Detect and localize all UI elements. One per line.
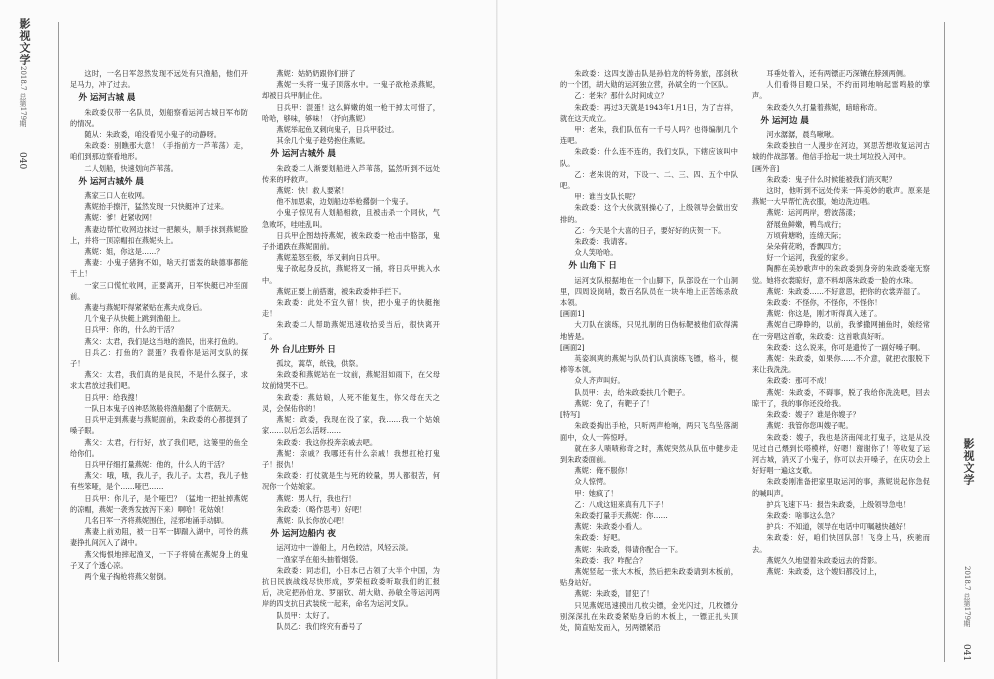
script-paragraph: 乙：老朱说的对，下设一、二、三、四、五个中队吧。 (560, 169, 738, 191)
text-column-1 (70, 68, 248, 668)
scene-heading: 外 运河古城外 晨 (270, 149, 336, 160)
left-margin-rule (58, 22, 59, 662)
page-number-right: 041 (961, 644, 971, 662)
script-paragraph: 乙：老朱？那什么时间成立？ (574, 91, 668, 101)
script-paragraph: 只见燕妮迅速摸出几枚尖镖，金光闪过，几枚镖分别深深扎在朱政委紧贴身后的木板上，一镖正扎头顶处，简直贴发而入，另两镖紧沿 (560, 600, 738, 632)
script-paragraph: 鬼子欲起身反抗，燕妮将叉一捅，将日兵甲挑入水中。 (262, 264, 440, 285)
script-paragraph: 燕妻边帮忙收网边抹过一把额头，顺手抹到燕妮脸上，并将一顶凉帽扣在燕妮头上。 (70, 224, 248, 245)
page-gutter (496, 0, 498, 679)
script-paragraph: 燕妮：你这是，刚才听得真入迷了。 (766, 309, 882, 319)
issue-label: 2018.7 总第179期 (19, 66, 27, 128)
script-paragraph: [画外音] (752, 163, 780, 173)
script-paragraph: 燕妮正要上前搭谢，被朱政委伸手拦下。 (276, 286, 406, 296)
script-paragraph: 乙：八成这妞来真有几下子！ (574, 499, 668, 509)
left-margin-header (12, 18, 38, 658)
script-paragraph: 万顷荷塘哟，连绵天际； (766, 230, 846, 240)
script-paragraph: 朱政委：那可不成！ (766, 376, 832, 386)
script-paragraph: 燕妮：姑奶奶跟你们拼了 (276, 69, 356, 78)
script-paragraph: 小鬼子惊见有人划船相救，且被击杀一个同伙，气急败坏，哇哇乱叫。 (262, 208, 440, 229)
script-paragraph: [特写] (560, 410, 580, 420)
script-paragraph: 燕妮：朱政委，得请你配合一下。 (574, 544, 683, 554)
script-paragraph: 朱政委：这个大伙就别操心了，上级领导会做出安排的。 (560, 203, 738, 224)
script-paragraph: 朱政委久久打量着燕妮，暗暗称奇。 (766, 102, 882, 112)
script-paragraph: 朱政委：这四支游击队是孙伯龙的特务旅，邵剑秋的一个团，胡大勋的运河独立营，孙斌全的一个区队。 (560, 69, 738, 90)
script-paragraph: 耳垂处着入，还有两镖正巧深镶在脖颈两侧。 (766, 69, 911, 78)
script-paragraph: 燕妮：朱政委，冒犯了！ (574, 589, 654, 599)
script-paragraph: 燕妮：队长你放心吧！ (276, 515, 349, 525)
script-paragraph: 朵朵荷花哟，香飘四方； (766, 242, 846, 252)
script-paragraph: 燕妮：朱政委，不碍事，脱了我给你洗洗吧，回去晾干了，我的事你还没给我。 (752, 387, 930, 408)
script-paragraph: 朱政委：我请客。 (574, 237, 632, 247)
script-paragraph: 人们看得目瞪口呆，不约而同地响起雷鸣般的掌声。 (752, 80, 930, 101)
script-paragraph: 日兵甲：混蛋！这么鲜嫩的姐一枪干掉太可惜了，哈哈，够味，够味！（抒向燕妮） (262, 102, 440, 123)
script-paragraph: 朱政委打量手天燕妮：你…… (574, 510, 668, 520)
script-paragraph: 众人惊愕。 (574, 477, 611, 487)
text-column-3 (560, 68, 738, 668)
page-number-left: 040 (17, 152, 27, 170)
script-paragraph: 日兵甲：给我搜！ (84, 392, 142, 402)
script-paragraph: 朱政委：此处不宜久留！快，把小鬼子的快艇拖走！ (262, 298, 440, 319)
script-paragraph: 陶醉在美妙歌声中的朱政委到身旁的朱政委毫无察觉。她将衣裳晾好，意不料却落朱政委一脸的水珠。 (752, 264, 930, 285)
script-paragraph: 朱政委：啥事这么急？ (766, 510, 839, 520)
right-margin-header (956, 18, 982, 662)
script-paragraph: 朱政委：（略作思考）好吧！ (276, 504, 367, 514)
scene-heading: 外 运河边船内 夜 (270, 529, 336, 540)
script-paragraph: 燕妮：快！救人要紧！ (276, 186, 349, 196)
script-paragraph: 燕妮：爹！赶紧收网！ (84, 213, 157, 223)
script-paragraph: 朱政委：我？咋配合？ (574, 555, 647, 565)
script-paragraph: 燕妮自己睁睁的，以前，我爹撒网捕鱼时，娘经常在一旁唱这首歌，朱政委：这首歌真好听。 (752, 320, 930, 341)
script-paragraph: 两个鬼子掏枪将燕父射倒。 (84, 571, 171, 581)
script-paragraph: 好一个运河，我爱的家乡。 (766, 253, 853, 263)
script-paragraph: 燕妮：朱政委，这个嫂妇都没讨上， (766, 566, 882, 576)
right-margin-rule (944, 22, 945, 662)
scene-heading: 外 运河古城外 晨 (78, 176, 144, 187)
script-paragraph: 朱政委：什么连不连的，我们支队，下辖应该叫中队。 (560, 147, 738, 168)
script-paragraph: 运河边中一游船上，月色皎洁，风轻云淡。 (276, 543, 413, 553)
script-paragraph: 燕妮：朱政委……不好意思，把你的衣裳弄湿了。 (766, 286, 925, 296)
script-paragraph: 燕妮：我管你您叫嫂子呢。 (766, 421, 853, 431)
script-paragraph: 朱政委：再过3天就是1943年1月1日，为了吉祥，就在这天成立。 (560, 102, 738, 123)
script-paragraph: 燕妮久久地望着朱政委远去的背影。 (766, 555, 882, 565)
script-paragraph: 朱政委：不怪你，不怪你，不怪你！ (766, 298, 882, 308)
script-paragraph: 舒展鱼鲜嫩，鸭鸟成行； (766, 219, 846, 229)
script-paragraph: 朱政委独自一人漫步在河边，冥思苦想收复运河古城的作战部署。他信手拾起一块土坷垃投入河中。 (752, 141, 930, 162)
script-paragraph: 朱政委和燕妮站在一坟前，燕妮泪如雨下，在父母坟前恸哭不已。 (262, 370, 440, 391)
script-paragraph: 燕妮一头将一鬼子顶落水中。一鬼子欲枪杀燕妮，却被日兵甲制止住。 (262, 80, 440, 101)
script-paragraph: 燕妮：朱政委小看人。 (574, 522, 647, 532)
script-paragraph: 朱政委：鬼子什么时候能被我们消灭呢？ (766, 174, 896, 184)
script-paragraph: 英姿飒爽的燕妮与队员们认真演练飞镖，格斗，棍棒等本领。 (560, 354, 738, 375)
script-paragraph: 队员甲：去，给朱政委扶几个靶子。 (574, 387, 690, 397)
script-paragraph: 一家三口慌忙收网，正要离开，日军快艇已冲至面前。 (70, 280, 248, 301)
script-paragraph: 朱政委：嫂子？谁是你嫂子？ (766, 410, 860, 420)
script-paragraph: 朱政委：打仗就是生与死的较量，男人都很苦，何况你一个姑娘家。 (262, 471, 440, 492)
script-paragraph: 朱政委：好吧。 (574, 533, 625, 543)
script-paragraph: 燕妻上前劝阻，被一日军一脚踹入湖中，可怜的燕妻挣扎间沉入了湖中。 (70, 527, 248, 548)
script-paragraph: 燕妻与燕妮吓得紧紧贴在燕夫成身后。 (84, 303, 207, 313)
script-paragraph: 朱政委：同志们，小日本已占领了大半个中国，为抗日民族战线尽快形成，罗荣桓政委听取我们的汇报后，决定把孙伯龙、罗丽钦、胡大勋、孙敏全等运河两岸的四支抗日武装统一起来，命名为运河支队。 (262, 565, 440, 609)
script-paragraph: 几名日军一齐将燕妮围住，淫邪地涌手动脚。 (84, 515, 229, 525)
script-paragraph: 燕妮：亲戚？我哪还有什么亲戚！我想扛枪打鬼子！报仇！ (262, 448, 440, 469)
script-paragraph: 甲：她疯了！ (574, 488, 618, 498)
magazine-logo-right: 影视文学 (962, 438, 975, 486)
script-paragraph: 这时，一名日军忽然发现不远处有只渔船，他们开足马力，冲了过去。 (70, 69, 248, 90)
script-paragraph: 就在多人啧啧称奇之时，燕妮突然从队伍中健步走到朱政委面前。 (560, 443, 738, 464)
script-paragraph: 运河支队根据地在一个山脚下，队部设在一个山洞里，四周设岗哨，数百名队员在一块车地上正苦练杀敌本领。 (560, 275, 738, 308)
script-paragraph: 朱政委：这么说来，你可是遗传了一副好嗓子啊。 (766, 342, 925, 352)
script-paragraph: 日兵乙：打鱼的？混蛋？我看你是运河支队的探子！ (70, 347, 248, 369)
script-paragraph: 燕妮：姐，你这是……？ (84, 247, 164, 257)
script-paragraph: 朱政委：我这你投奔亲戚去吧。 (276, 437, 378, 447)
scene-heading: 外 台儿庄野外 日 (270, 344, 336, 355)
script-paragraph: 燕妮羞怒至极，举叉刺向日兵甲。 (276, 253, 385, 263)
script-paragraph: 甲：老朱，我们队伍有一千号人吗？也得编制几个连吧。 (560, 125, 738, 146)
script-paragraph: 日兵甲企图劫持燕妮，被朱政委一枪击中胳部，鬼子扑通跌在燕妮面前。 (262, 230, 440, 252)
script-paragraph: 朱政委：别瞧那大意！（手指前方一芦苇荡）走，咱们到那边察看地形。 (70, 141, 248, 162)
scene-heading: 外 山角下 日 (568, 261, 617, 272)
script-paragraph: [画面1] (560, 309, 585, 319)
script-paragraph: 河水潺潺，晨鸟啾啾。 (766, 130, 839, 140)
script-paragraph: 朱政委仅带一名队员，划船察看运河古城日军布防的情况。 (70, 107, 248, 128)
script-paragraph: 燕父悔恨地摔起渔叉，一下子将骑在燕妮身上的鬼子叉了个透心凉。 (70, 549, 248, 570)
script-paragraph: 燕父：太君，行行好，放了我们吧，这篓里的鱼全给你们。 (70, 437, 248, 458)
issue-label-right: 2018.7 总第179期 (963, 566, 971, 628)
script-paragraph: 二人划船，快速划向芦苇荡。 (84, 163, 178, 173)
text-column-4 (752, 68, 930, 668)
script-paragraph: 朱政委刚准备把家里取运河的事，燕妮说起你急促的喊叫声。 (752, 477, 930, 498)
script-paragraph: 燕妮举起鱼叉刺向鬼子，日兵甲驳过。 (276, 125, 399, 135)
script-paragraph: 大刀队在演练，只见扎制的日伪标靶被他们砍得满地皆是。 (560, 320, 738, 341)
script-paragraph: 日兵甲：你的，什么的干活？ (84, 325, 178, 335)
script-paragraph: 孤坟，蒿草，纸钱，供祭。 (276, 359, 363, 369)
script-paragraph: 朱政委：燕姑娘，人死不能复生，你父母在天之灵，会保佑你的！ (262, 392, 440, 413)
scene-heading: 外 运河边 晨 (760, 115, 809, 126)
script-paragraph: 他不加思索，边划船边举枪撂倒一个鬼子。 (276, 197, 413, 207)
script-paragraph: 燕妮：朱政委，如果你……不介意，就把衣服脱下来让我洗洗。 (752, 354, 930, 375)
magazine-logo: 影视文学 (18, 18, 31, 66)
script-paragraph: 乙：今天是个大喜的日子，要好好的庆贺一下。 (574, 225, 726, 235)
text-column-2 (262, 68, 440, 668)
script-paragraph: 几个鬼子从快艇上跳到渔船上。 (84, 314, 186, 324)
script-paragraph: 护兵：不知道，领导在电话中叮嘱越快越好！ (766, 522, 911, 532)
script-paragraph: 众人齐声叫好。 (574, 376, 625, 386)
script-paragraph: 队员甲：太好了。 (276, 610, 334, 620)
script-paragraph: 燕妮：免了，有靶子了！ (574, 398, 654, 408)
script-paragraph: 燕妮：俺不服你！ (574, 466, 632, 476)
script-paragraph: 燕妮：政委，我现在没了家，我……我一个姑娘家……以后怎么活呀…… (262, 415, 440, 436)
script-paragraph: 一队日本鬼子凶神恶煞般将渔船翻了个底朝天。 (84, 403, 236, 413)
script-paragraph: 朱政委：好，咱们快回队部！飞身上马，疾驰而去。 (752, 533, 930, 554)
script-paragraph: 甲：谁当支队长呢？ (574, 192, 640, 202)
script-paragraph: 日兵甲仔细打量燕妮：他的，什么人的干活？ (84, 459, 229, 469)
script-paragraph: [画面2] (560, 342, 585, 352)
script-paragraph: 燕家三口人在收网。 (84, 191, 150, 201)
script-paragraph: 燕妮：运河两岸，碧波荡漾； (766, 208, 860, 218)
script-paragraph: 日兵甲走到燕妻与燕妮面前，朱政委的心都提到了嗓子眼。 (70, 415, 248, 436)
script-paragraph: 这时，他听到不远处传来一阵美妙的歌声。原来是燕妮一大早帮忙洗衣服，她边洗边唱。 (752, 186, 930, 207)
script-paragraph: 护兵飞速下马：报告朱政委，上级领导急电！ (766, 499, 911, 509)
script-paragraph: 燕妮抬手擦汗，猛然发现一只快艇冲了过来。 (84, 202, 229, 212)
script-paragraph: 队员乙：我们终究有番号了 (276, 621, 363, 631)
script-paragraph: 燕父：哦，哦，我儿子，我儿子。太君，我儿子他有些笨哑，是个……哑巴…… (70, 471, 248, 492)
script-paragraph: 燕父：太君，我们真的是良民，不是什么探子，求求太君放过我们吧。 (70, 370, 248, 391)
script-paragraph: 燕妮竖起一张大木板，然后把朱政委请到木板前，贴身站好。 (560, 566, 738, 588)
script-paragraph: 其余几个鬼子趁势抱住燕妮。 (276, 136, 370, 146)
script-paragraph: 朱政委二人帮助燕妮迅速收拾妥当后，很快离开了。 (262, 320, 440, 341)
scene-heading: 外 运河古城 晨 (78, 93, 136, 104)
script-paragraph: 燕妮：男人行，我也行！ (276, 493, 356, 503)
script-paragraph: 随从：朱政委，咱没看见小鬼子的动静呀。 (84, 130, 221, 140)
script-paragraph: 一渔家孚在船头抽着烟袋。 (276, 554, 363, 564)
script-paragraph: 朱政委：嫂子，我也是济南闯北打鬼子，这是从没见过自己煨到长嗒模样，好嗯！谢谢你了！等收复了运河古城，消灭了小鬼子，你可以去开嗓子，在庆功会上好好唱一遍这支歌。 (752, 432, 930, 476)
script-paragraph: 朱政委二人渐要划船进入芦苇荡，猛然听到不远处传来的呼救声。 (262, 163, 440, 184)
script-paragraph: 燕妻：小鬼子猪狗不如，啥天打雷轰的缺德事都能干上！ (70, 258, 248, 279)
script-paragraph: 朱政委掏出手枪，只听两声枪响，两只飞鸟坠落湖面中，众人一阵惊呼。 (560, 421, 738, 442)
script-paragraph: 日兵甲：你儿子，是个哑巴？（猛地一把扯掉燕妮的凉帽，燕妮一袭秀发披泻下来）啊哈！花姑娘！ (70, 493, 248, 514)
script-paragraph: 燕父：太君，我们是这当地的渔民，出来打鱼的。 (84, 336, 243, 346)
script-paragraph: 众人笑哈哈。 (574, 248, 618, 258)
